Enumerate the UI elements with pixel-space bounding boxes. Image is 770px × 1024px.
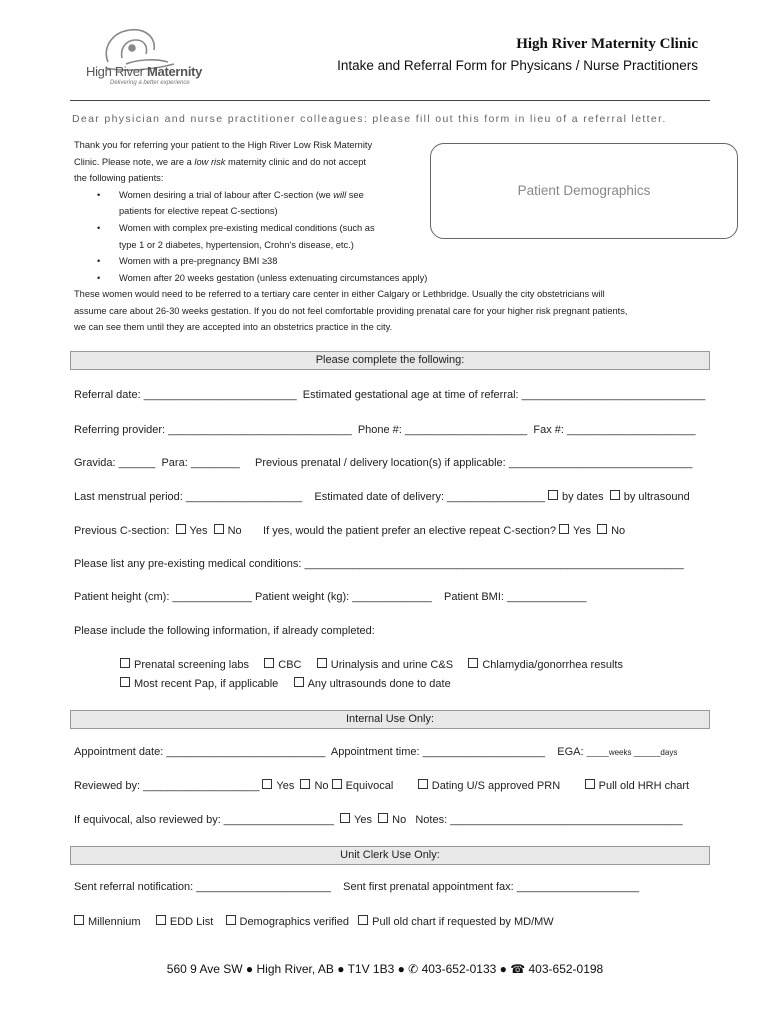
closing-line: assume care about 26-30 weeks gestation. If you do not feel comfortable providing prenatal care for your higher risk pregnant patients,	[74, 305, 628, 316]
equivocal-checkbox[interactable]	[332, 779, 342, 789]
footer-contact: 560 9 Ave SW ● High River, AB ● T1V 1B3 ● ✆ 403-652-0133 ● ☎ 403-652-0198	[166, 962, 604, 976]
millennium-label: Millennium	[88, 916, 141, 928]
csection-yes-checkbox[interactable]	[176, 524, 186, 534]
intro-text: Dear physician and nurse practitioner colleagues: please fill out this form in lieu of a referral letter.	[72, 113, 667, 125]
edd-list-label: EDD List	[169, 916, 214, 928]
prenatal-labs-checkbox[interactable]	[120, 658, 130, 668]
no-label: No	[611, 525, 626, 537]
include-instructions: Please include the following information, if already completed:	[74, 625, 375, 637]
list-item: • Women with complex pre-existing medical conditions (such as type 1 or 2 diabetes, hypertension, Crohn's disease, etc.)	[119, 220, 429, 253]
urinalysis-checkbox[interactable]	[317, 658, 327, 668]
section-header-internal: Internal Use Only:	[70, 710, 710, 729]
referral-date-field[interactable]: Referral date: _________________________	[74, 389, 297, 401]
notes-field[interactable]: Notes: ______________________________________	[415, 814, 683, 826]
clerk-row-1	[74, 881, 639, 893]
elective-question: If yes, would the patient prefer an elective repeat C-section?	[263, 525, 556, 537]
clinic-name: High River Maternity Clinic	[516, 36, 698, 52]
dating-us-label: Dating U/S approved PRN	[431, 780, 561, 792]
demographics-verified-checkbox[interactable]	[226, 915, 236, 925]
ega-field[interactable]: _____weeks ______days	[586, 748, 678, 757]
include-row-1	[120, 658, 623, 671]
thanks-line: Clinic. Please note, we are a low risk maternity clinic and do not accept	[74, 156, 366, 167]
equivocal-label: Equivocal	[345, 780, 394, 792]
urinalysis-label: Urinalysis and urine C&S	[330, 659, 454, 671]
list-item: • Women after 20 weeks gestation (unless extenuating circumstances apply)	[119, 270, 429, 287]
patient-demographics-title: Patient Demographics	[517, 183, 651, 198]
equivocal-yes-checkbox[interactable]	[340, 813, 350, 823]
gravida-row	[74, 457, 692, 469]
no-label: No	[392, 814, 407, 826]
section-header-clerk: Unit Clerk Use Only:	[70, 846, 710, 865]
prev-csection-label: Previous C-section:	[74, 525, 170, 537]
recent-pap-label: Most recent Pap, if applicable	[134, 678, 279, 690]
by-ultrasound-label: by ultrasound	[623, 491, 690, 503]
appointment-time-field[interactable]: Appointment time: ____________________	[330, 746, 545, 758]
sent-referral-field[interactable]: Sent referral notification: ______________________	[74, 881, 331, 893]
pull-hrh-checkbox[interactable]	[585, 779, 595, 789]
measurements-row	[74, 591, 587, 603]
form-title: Intake and Referral Form for Physicans / Nurse Practitioners	[337, 58, 698, 73]
csection-no-checkbox[interactable]	[214, 524, 224, 534]
referral-date-row	[74, 389, 705, 401]
referring-provider-field[interactable]: Referring provider: ______________________________	[74, 424, 352, 436]
previous-location-field[interactable]: Previous prenatal / delivery location(s) if applicable: ______________________________	[255, 457, 693, 469]
edd-field[interactable]: Estimated date of delivery: ________________	[314, 491, 545, 503]
section-header-complete: Please complete the following:	[70, 351, 710, 370]
height-field[interactable]: Patient height (cm): _____________	[74, 591, 252, 603]
dating-us-checkbox[interactable]	[418, 779, 428, 789]
appointment-date-field[interactable]: Appointment date: __________________________	[74, 746, 326, 758]
thanks-line: the following patients:	[74, 173, 164, 184]
referral-notes	[74, 137, 429, 286]
thanks-line: Thank you for referring your patient to the High River Low Risk Maternity	[74, 140, 373, 150]
para-field[interactable]: Para: ________	[161, 457, 240, 469]
referral-closing	[74, 286, 724, 336]
chlamydia-checkbox[interactable]	[468, 658, 478, 668]
closing-line: we can see them until they are accepted into an obstetrics practice in the city.	[74, 322, 393, 333]
reviewed-no-checkbox[interactable]	[300, 779, 310, 789]
lmp-row	[74, 490, 690, 503]
edd-list-checkbox[interactable]	[156, 915, 166, 925]
elective-yes-checkbox[interactable]	[559, 524, 569, 534]
yes-label: Yes	[276, 780, 295, 792]
by-ultrasound-checkbox[interactable]	[610, 490, 620, 500]
lmp-field[interactable]: Last menstrual period: ___________________	[74, 491, 303, 503]
cbc-label: CBC	[278, 659, 302, 671]
pull-old-chart-label: Pull old chart if requested by MD/MW	[372, 916, 554, 928]
exclusion-list	[74, 187, 429, 287]
ultrasounds-checkbox[interactable]	[294, 677, 304, 687]
by-dates-label: by dates	[562, 491, 604, 503]
reviewed-by-field[interactable]: Reviewed by: ___________________	[74, 780, 260, 792]
chlamydia-label: Chlamydia/gonorrhea results	[482, 659, 623, 671]
millennium-checkbox[interactable]	[74, 915, 84, 925]
sent-fax-field[interactable]: Sent first prenatal appointment fax: ____________________	[343, 881, 640, 893]
ega-referral-field[interactable]: Estimated gestational age at time of referral: ______________________________	[302, 389, 706, 401]
gravida-field[interactable]: Gravida: ______	[74, 457, 156, 469]
recent-pap-checkbox[interactable]	[120, 677, 130, 687]
list-item: • Women desiring a trial of labour after C-section (we will see patients for elective repeat C-sections)	[119, 187, 429, 220]
logo-tagline: Delivering a better experience	[110, 80, 190, 86]
fax-field[interactable]: Fax #: _____________________	[533, 424, 696, 436]
equivocal-no-checkbox[interactable]	[378, 813, 388, 823]
cbc-checkbox[interactable]	[264, 658, 274, 668]
yes-label: Yes	[573, 525, 591, 537]
elective-no-checkbox[interactable]	[597, 524, 607, 534]
ultrasounds-label: Any ultrasounds done to date	[307, 678, 451, 690]
closing-line: These women would need to be referred to a tertiary care center in either Calgary or Lethbridge. Usually the city obstetricians will	[74, 289, 605, 299]
reviewed-row	[74, 779, 689, 792]
ega-label: EGA:	[557, 746, 587, 758]
logo-wordmark: High River Maternity	[86, 64, 203, 79]
prenatal-labs-label: Prenatal screening labs	[134, 659, 249, 671]
by-dates-checkbox[interactable]	[548, 490, 558, 500]
yes-label: Yes	[189, 525, 208, 537]
clerk-row-2	[74, 915, 554, 928]
pull-old-chart-checkbox[interactable]	[358, 915, 368, 925]
list-item: • Women with a pre-pregnancy BMI ≥38	[119, 253, 429, 270]
no-label: No	[314, 780, 329, 792]
conditions-field[interactable]: Please list any pre-existing medical conditions: ______________________________________________________________	[74, 558, 684, 570]
phone-field[interactable]: Phone #: ____________________	[357, 424, 528, 436]
pull-hrh-label: Pull old HRH chart	[598, 780, 690, 792]
include-row-2	[120, 677, 451, 690]
appointment-row	[74, 746, 677, 758]
equivocal-review-row	[74, 813, 683, 826]
bmi-field[interactable]: Patient BMI: _____________	[444, 591, 587, 603]
referring-provider-row	[74, 424, 696, 436]
header-divider	[70, 100, 710, 101]
reviewed-yes-checkbox[interactable]	[262, 779, 272, 789]
weight-field[interactable]: Patient weight (kg): _____________	[255, 591, 432, 603]
no-label: No	[227, 525, 242, 537]
demographics-verified-label: Demographics verified	[239, 916, 349, 928]
csection-row	[74, 524, 625, 537]
equivocal-reviewer-field[interactable]: If equivocal, also reviewed by: __________________	[74, 814, 334, 826]
yes-label: Yes	[354, 814, 372, 826]
